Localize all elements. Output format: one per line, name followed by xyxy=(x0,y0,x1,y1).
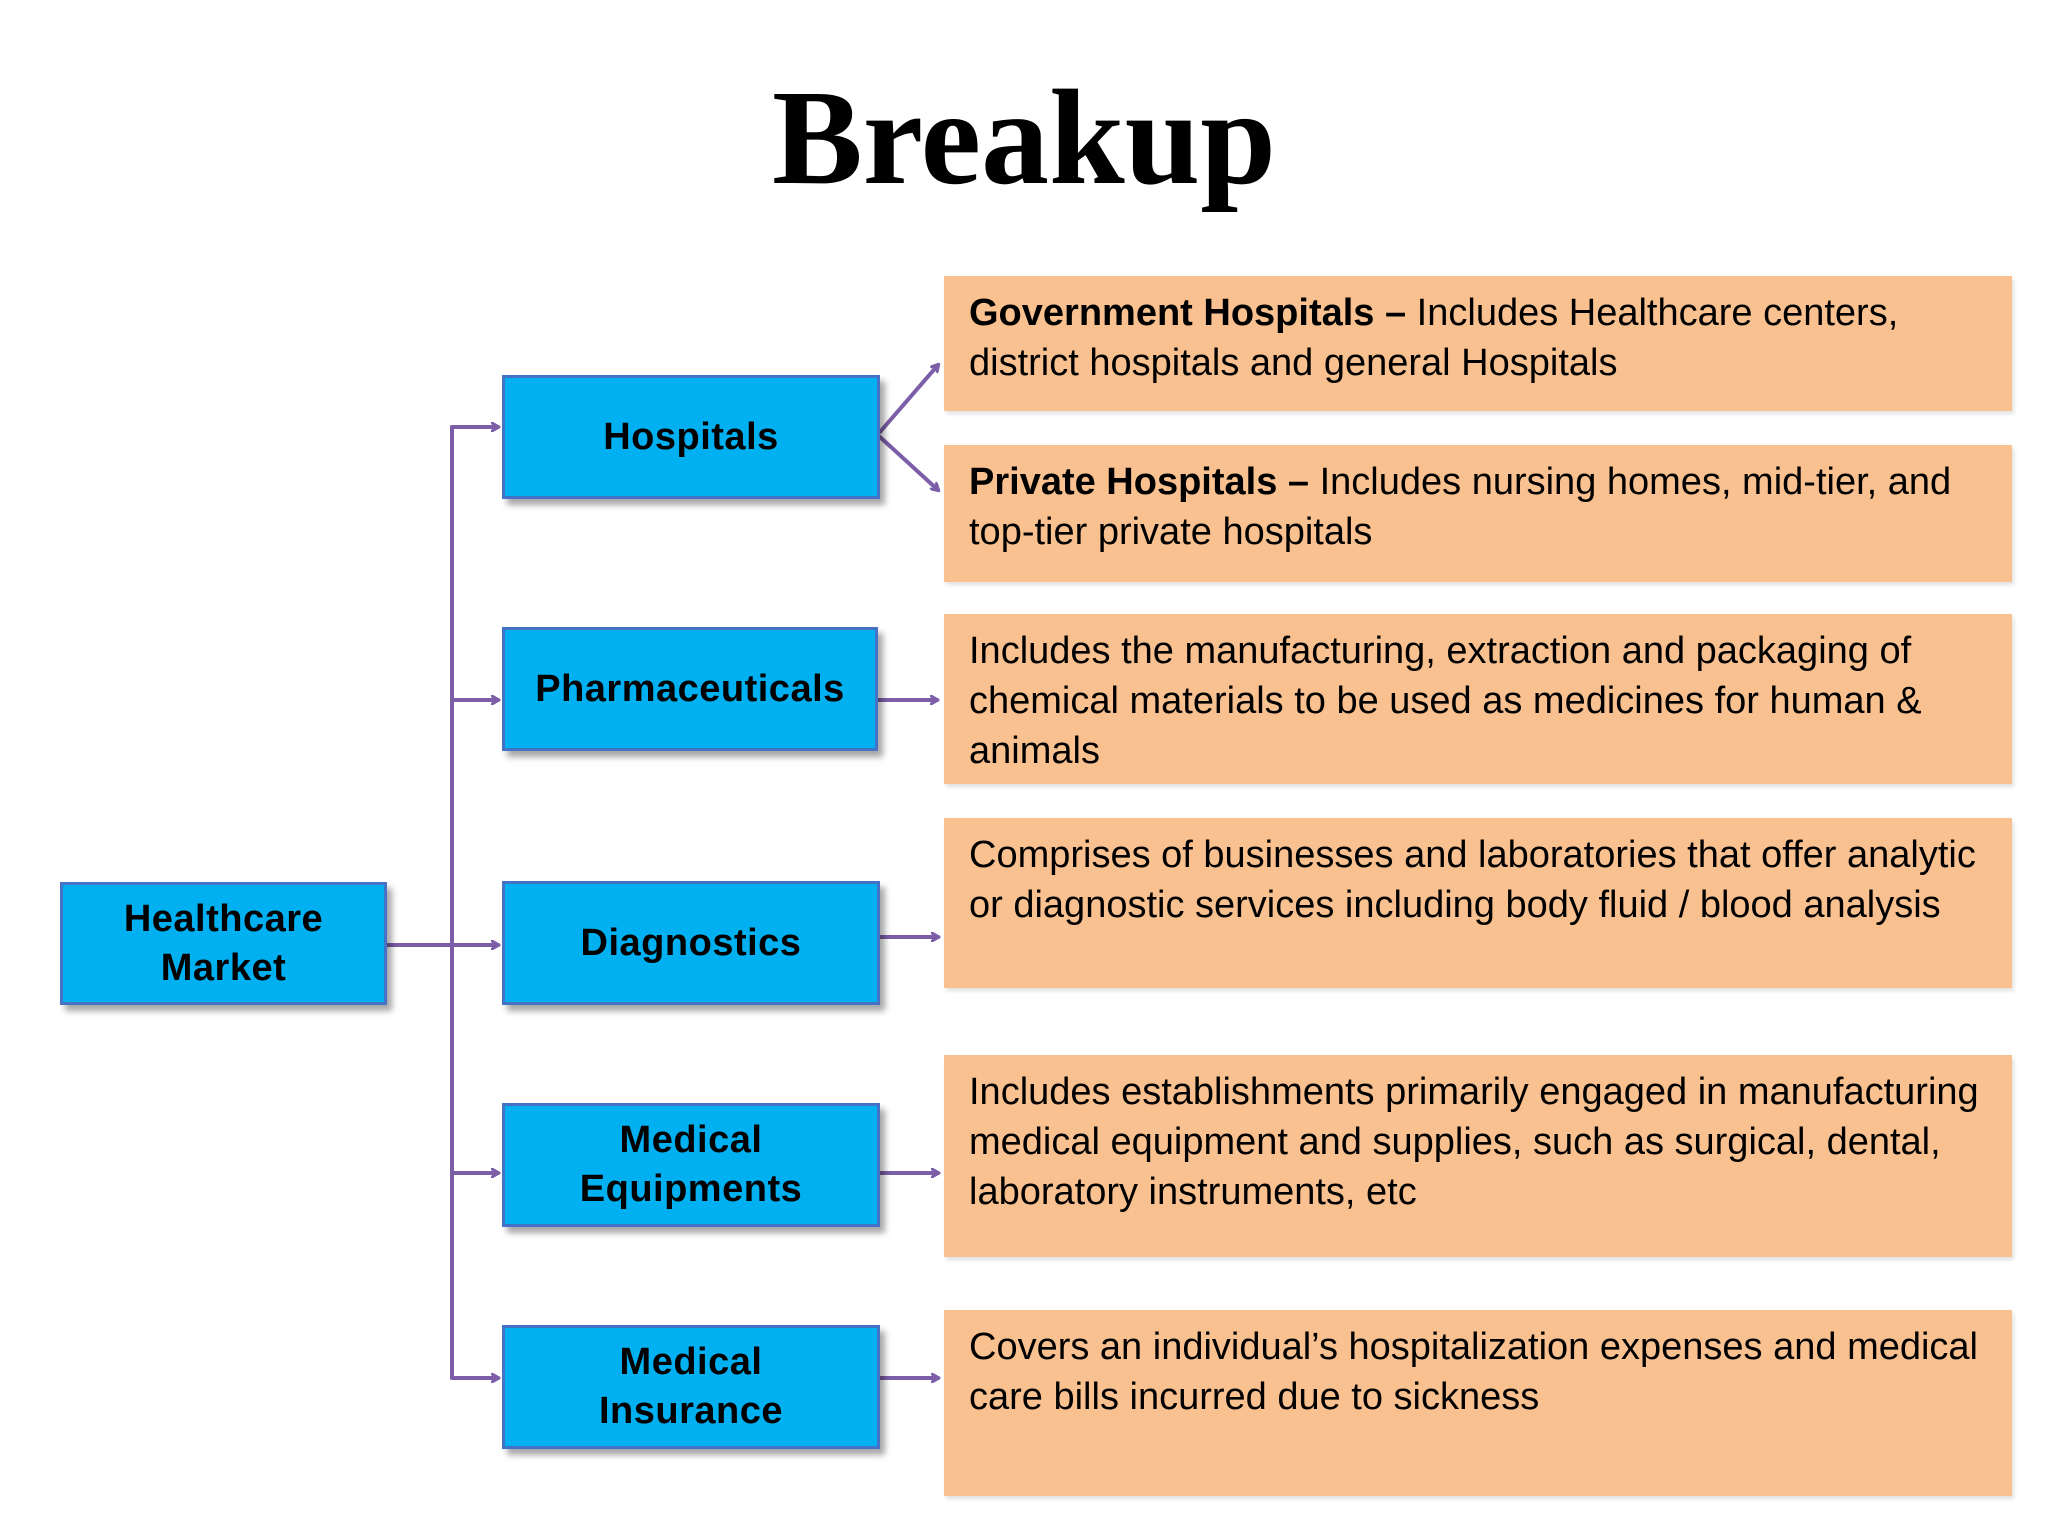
page-title: Breakup xyxy=(772,63,1276,213)
description-text: Covers an individual’s hospitalization expenses and medical care bills incurred due to sickness xyxy=(969,1326,1979,1419)
description-text: Includes the manufacturing, extraction and packaging of chemical materials to be used as medicines for human & animals xyxy=(969,630,1922,773)
root-node-label: Healthcare Market xyxy=(123,897,324,989)
category-node-diagnostics xyxy=(502,881,880,1005)
category-label: Hospitals xyxy=(603,415,779,458)
category-node-medical-equipments xyxy=(502,1103,880,1227)
category-label: Diagnostics xyxy=(580,921,802,964)
description-medical-equipments xyxy=(944,1055,2012,1257)
description-lead: Private Hospitals – xyxy=(969,461,1310,503)
description-text: Comprises of businesses and laboratories that offer analytic or diagnostic services including body fluid / blood analysis xyxy=(969,834,1976,927)
category-label: Medical Equipments xyxy=(579,1119,803,1210)
category-node-hospitals xyxy=(502,375,880,499)
category-node-medical-insurance xyxy=(502,1325,880,1449)
description-text: Includes Healthcare centers, district hospitals and general Hospitals xyxy=(969,292,1899,385)
description-text: Includes establishments primarily engaged in manufacturing medical equipment and supplies, such as surgical, dental, laboratory instruments, etc xyxy=(969,1071,1979,1214)
category-node-pharmaceuticals xyxy=(502,627,878,751)
root-node-healthcare-market xyxy=(60,882,387,1005)
category-label: Medical Insurance xyxy=(598,1341,784,1432)
description-pharmaceuticals xyxy=(944,614,2012,784)
description-private-hospitals xyxy=(944,445,2012,582)
description-government-hospitals xyxy=(944,276,2012,411)
description-text: Includes nursing homes, mid-tier, and top-tier private hospitals xyxy=(969,461,1952,554)
category-label: Pharmaceuticals xyxy=(535,667,845,710)
description-lead: Government Hospitals – xyxy=(969,292,1407,334)
connector-hospitals-government xyxy=(880,365,938,432)
description-medical-insurance xyxy=(944,1310,2012,1496)
description-diagnostics xyxy=(944,818,2012,988)
connector-hospitals-private xyxy=(880,437,938,490)
